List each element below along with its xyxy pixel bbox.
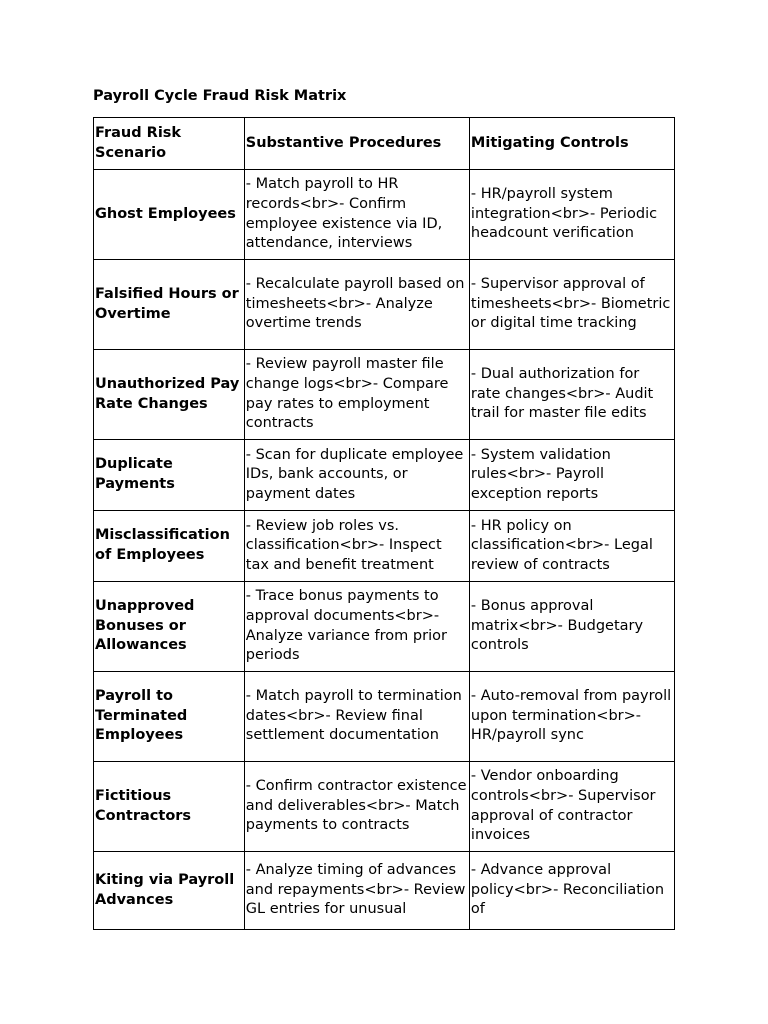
controls-cell: - HR/payroll system integration<br>- Periodic headcount verification — [469, 170, 674, 260]
procedures-cell: - Review job roles vs. classification<br>- Inspect tax and benefit treatment — [244, 511, 469, 582]
table-row — [94, 762, 675, 852]
procedures-cell: - Scan for duplicate employee IDs, bank accounts, or payment dates — [244, 440, 469, 511]
table-row — [94, 350, 675, 440]
table-row — [94, 511, 675, 582]
controls-cell: - HR policy on classification<br>- Legal review of contracts — [469, 511, 674, 582]
controls-cell: - System validation rules<br>- Payroll exception reports — [469, 440, 674, 511]
procedures-cell: - Recalculate payroll based on timesheets<br>- Analyze overtime trends — [244, 260, 469, 350]
scenario-cell: Kiting via Payroll Advances — [94, 852, 245, 930]
scenario-cell: Misclassification of Employees — [94, 511, 245, 582]
table-row — [94, 260, 675, 350]
procedures-cell: - Analyze timing of advances and repayments<br>- Review GL entries for unusual — [244, 852, 469, 930]
table-row — [94, 852, 675, 930]
controls-cell: - Auto-removal from payroll upon termination<br>- HR/payroll sync — [469, 672, 674, 762]
column-header-scenario: Fraud Risk Scenario — [94, 118, 245, 170]
scenario-cell: Unauthorized Pay Rate Changes — [94, 350, 245, 440]
table-row — [94, 170, 675, 260]
column-header-controls: Mitigating Controls — [469, 118, 674, 170]
table-row — [94, 672, 675, 762]
scenario-cell: Unapproved Bonuses or Allowances — [94, 582, 245, 672]
scenario-cell: Fictitious Contractors — [94, 762, 245, 852]
scenario-cell: Ghost Employees — [94, 170, 245, 260]
document-title: Payroll Cycle Fraud Risk Matrix — [93, 88, 347, 104]
procedures-cell: - Trace bonus payments to approval documents<br>- Analyze variance from prior periods — [244, 582, 469, 672]
table-header-row — [94, 118, 675, 170]
table-row — [94, 582, 675, 672]
procedures-cell: - Match payroll to HR records<br>- Confirm employee existence via ID, attendance, interviews — [244, 170, 469, 260]
controls-cell: - Advance approval policy<br>- Reconciliation of — [469, 852, 674, 930]
scenario-cell: Payroll to Terminated Employees — [94, 672, 245, 762]
procedures-cell: - Review payroll master file change logs<br>- Compare pay rates to employment contracts — [244, 350, 469, 440]
table-row — [94, 440, 675, 511]
procedures-cell: - Confirm contractor existence and deliverables<br>- Match payments to contracts — [244, 762, 469, 852]
scenario-cell: Falsified Hours or Overtime — [94, 260, 245, 350]
controls-cell: - Bonus approval matrix<br>- Budgetary controls — [469, 582, 674, 672]
fraud-risk-matrix-table — [93, 117, 675, 930]
controls-cell: - Vendor onboarding controls<br>- Supervisor approval of contractor invoices — [469, 762, 674, 852]
column-header-procedures: Substantive Procedures — [244, 118, 469, 170]
scenario-cell: Duplicate Payments — [94, 440, 245, 511]
controls-cell: - Supervisor approval of timesheets<br>- Biometric or digital time tracking — [469, 260, 674, 350]
controls-cell: - Dual authorization for rate changes<br>- Audit trail for master file edits — [469, 350, 674, 440]
procedures-cell: - Match payroll to termination dates<br>- Review final settlement documentation — [244, 672, 469, 762]
